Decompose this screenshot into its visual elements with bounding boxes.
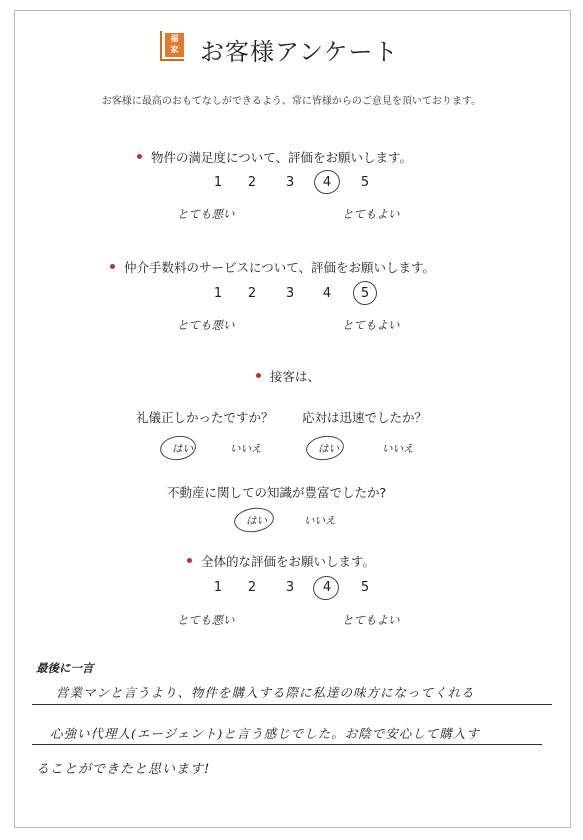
q2-rating-4[interactable]: 4	[322, 286, 332, 301]
comment-underline-1	[32, 704, 552, 705]
final-comment-line-2: 心強い代理人(エージェント)と言う感じでした。お陰で安心して購入す	[50, 726, 480, 741]
q2-rating-2[interactable]: 2	[247, 286, 257, 301]
bullet-icon	[110, 264, 115, 269]
company-logo	[160, 31, 184, 61]
q3-sub1-no[interactable]: いいえ	[230, 443, 262, 455]
q4-rating-1[interactable]: 1	[213, 580, 223, 595]
bullet-icon	[187, 558, 192, 563]
q2-low-label: とても悪い	[177, 318, 235, 332]
q3-sub2-yes[interactable]: はい	[318, 443, 339, 455]
q4-question: 全体的な評価をお願いします。	[201, 554, 376, 569]
final-comment-line-3: ることができたと思います!	[36, 762, 211, 777]
q1-rating-3[interactable]: 3	[285, 175, 295, 190]
q1-question-row	[137, 148, 412, 166]
q3-sub2-question: 応対は迅速でしたか？	[302, 410, 428, 425]
q3-question: 接客は、	[270, 369, 321, 384]
survey-sheet	[14, 10, 571, 828]
logo-mark: 福 家	[165, 33, 184, 57]
q1-low-label: とても悪い	[177, 207, 235, 221]
comment-underline-2	[32, 744, 542, 745]
survey-title: お客様アンケート	[200, 38, 399, 66]
q1-rating-4[interactable]: 4	[322, 175, 332, 190]
q4-high-label: とてもよい	[342, 613, 400, 627]
q1-rating-5[interactable]: 5	[360, 175, 370, 190]
q2-rating-5[interactable]: 5	[360, 286, 370, 301]
q3-sub3-no[interactable]: いいえ	[304, 515, 336, 527]
q2-rating-3[interactable]: 3	[285, 286, 295, 301]
q4-rating-2[interactable]: 2	[247, 580, 257, 595]
bullet-icon	[256, 373, 261, 378]
q1-question: 物件の満足度について、評価をお願いします。	[151, 150, 413, 165]
q2-high-label: とてもよい	[342, 318, 400, 332]
q3-sub2-no[interactable]: いいえ	[382, 443, 414, 455]
q3-sub3-yes[interactable]: はい	[246, 515, 267, 527]
q4-low-label: とても悪い	[177, 613, 235, 627]
q4-rating-3[interactable]: 3	[285, 580, 295, 595]
q4-rating-5[interactable]: 5	[360, 580, 370, 595]
q3-question-row	[256, 367, 320, 385]
q1-high-label: とてもよい	[342, 207, 400, 221]
q4-question-row	[187, 552, 375, 570]
q3-sub1-question: 礼儀正しかったですか？	[136, 410, 274, 425]
final-comment-heading: 最後に一言	[36, 661, 94, 675]
q2-question-row	[110, 258, 435, 276]
q1-rating-1[interactable]: 1	[213, 175, 223, 190]
q2-rating-1[interactable]: 1	[213, 286, 223, 301]
q3-sub1-yes[interactable]: はい	[172, 443, 193, 455]
q2-question: 仲介手数料のサービスについて、評価をお願いします。	[124, 260, 436, 275]
bullet-icon	[137, 154, 142, 159]
q1-rating-2[interactable]: 2	[247, 175, 257, 190]
survey-intro: お客様に最高のおもてなしができるよう、常に皆様からのご意見を頂いております。	[101, 96, 482, 107]
q3-sub3-question: 不動産に関しての知識が豊富でしたか?	[167, 485, 387, 500]
final-comment-line-1: 営業マンと言うより、物件を購入する際に私達の味方になってくれる	[56, 685, 475, 700]
q4-rating-4[interactable]: 4	[322, 580, 332, 595]
